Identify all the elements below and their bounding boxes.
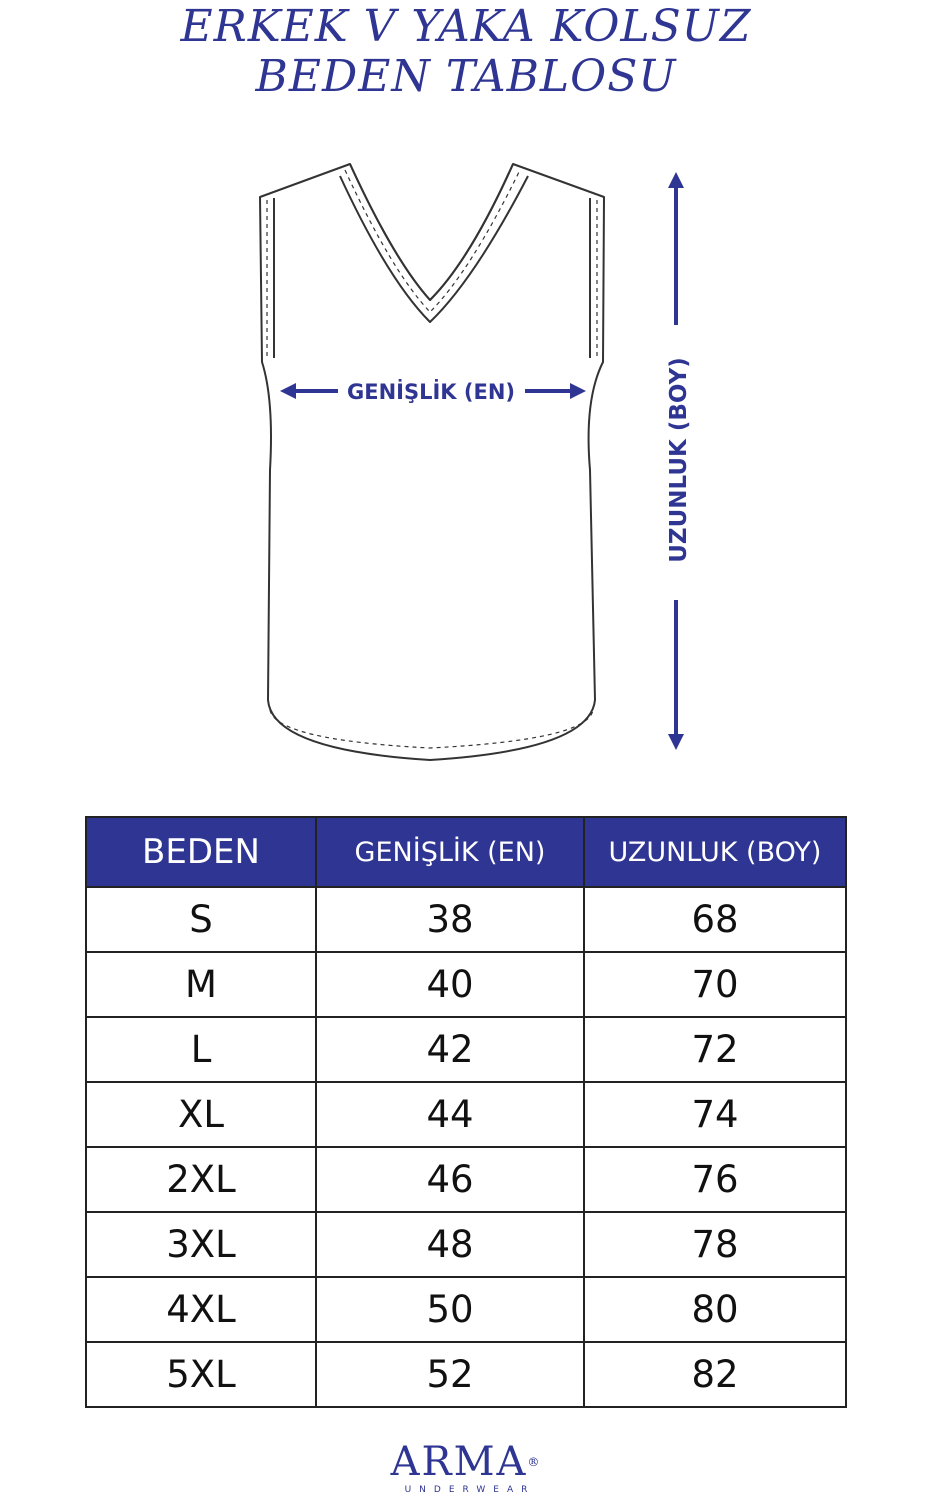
garment-outline [260, 164, 604, 760]
table-row [86, 1277, 846, 1342]
header-size: BEDEN [86, 817, 316, 887]
chart-title-line-2: BEDEN TABLOSU [255, 51, 677, 102]
cell-width: 46 [316, 1147, 584, 1212]
table-row [86, 1082, 846, 1147]
cell-length: 76 [584, 1147, 846, 1212]
cell-size: 5XL [86, 1342, 316, 1407]
cell-size: 2XL [86, 1147, 316, 1212]
cell-size: 3XL [86, 1212, 316, 1277]
table-row [86, 952, 846, 1017]
cell-length: 74 [584, 1082, 846, 1147]
table-header-row [86, 817, 846, 887]
cell-width: 42 [316, 1017, 584, 1082]
logo-subtitle: UNDERWEAR [404, 1485, 536, 1495]
table-row [86, 1212, 846, 1277]
header-width: GENİŞLİK (EN) [316, 817, 584, 887]
cell-length: 78 [584, 1212, 846, 1277]
chart-title-line-1: ERKEK V YAKA KOLSUZ [180, 1, 752, 52]
header-length: UZUNLUK (BOY) [584, 817, 846, 887]
size-table [85, 816, 847, 1408]
table-row [86, 887, 846, 952]
cell-width: 38 [316, 887, 584, 952]
logo-name: ARMA [390, 1439, 528, 1485]
table-row [86, 1342, 846, 1407]
brand-logo [0, 1440, 932, 1496]
cell-size: XL [86, 1082, 316, 1147]
cell-size: M [86, 952, 316, 1017]
cell-length: 80 [584, 1277, 846, 1342]
cell-width: 44 [316, 1082, 584, 1147]
cell-width: 50 [316, 1277, 584, 1342]
cell-length: 82 [584, 1342, 846, 1407]
cell-width: 52 [316, 1342, 584, 1407]
registered-mark: ® [527, 1455, 542, 1469]
cell-length: 70 [584, 952, 846, 1017]
cell-width: 40 [316, 952, 584, 1017]
cell-size: L [86, 1017, 316, 1082]
width-label: GENİŞLİK (EN) [347, 380, 515, 404]
table-row [86, 1147, 846, 1212]
cell-length: 68 [584, 887, 846, 952]
cell-size: 4XL [86, 1277, 316, 1342]
cell-size: S [86, 887, 316, 952]
cell-width: 48 [316, 1212, 584, 1277]
length-label: UZUNLUK (BOY) [666, 357, 692, 563]
cell-length: 72 [584, 1017, 846, 1082]
table-row [86, 1017, 846, 1082]
